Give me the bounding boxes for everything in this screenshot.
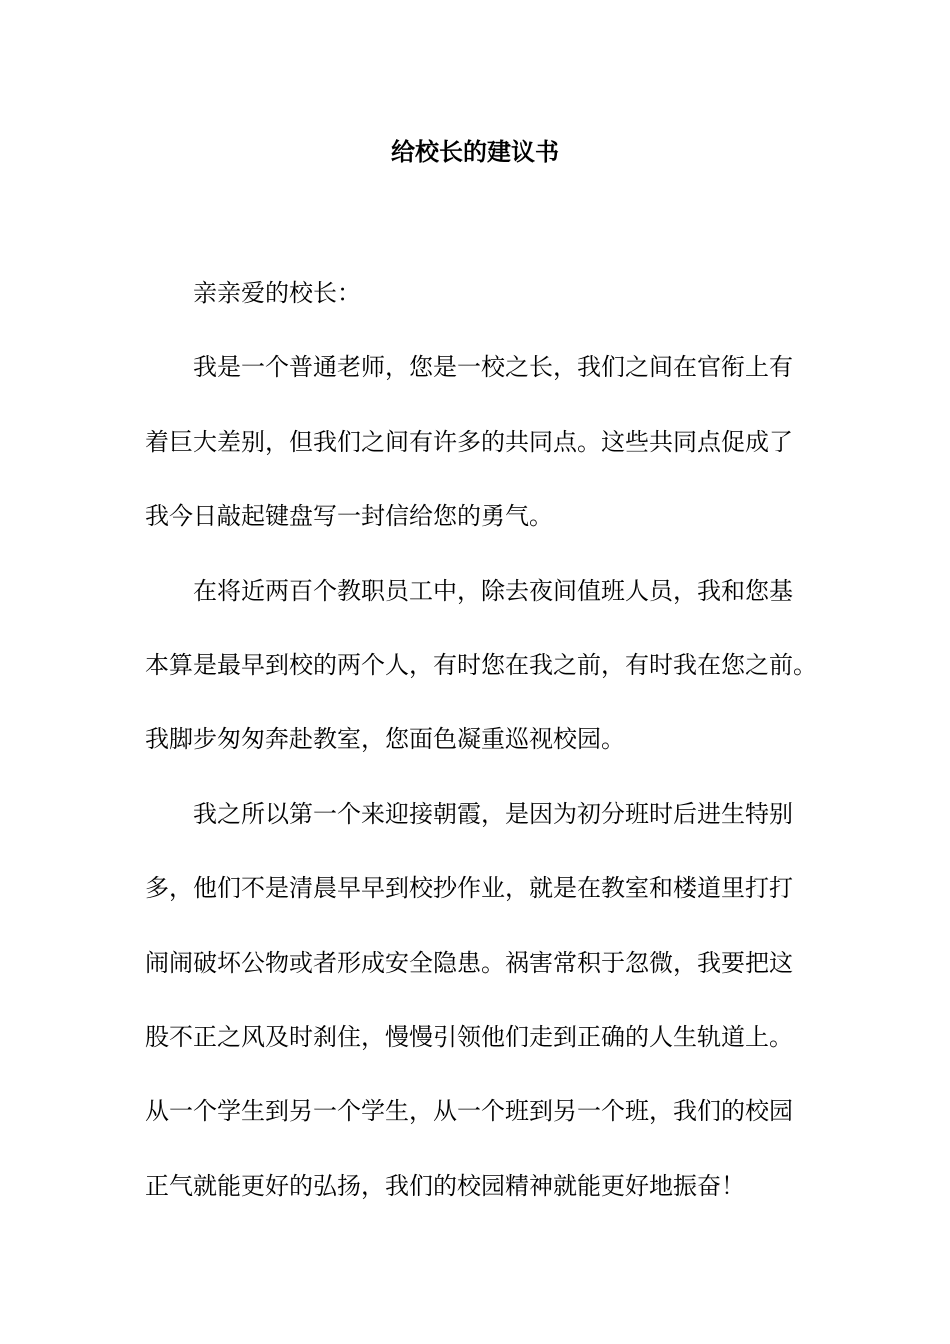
paragraph-line: 闹闹破坏公物或者形成安全隐患。祸害常积于忽微，我要把这 — [145, 948, 793, 977]
paragraph-2 — [145, 554, 825, 777]
paragraph-1 — [145, 330, 825, 553]
paragraph-line: 正气就能更好的弘扬，我们的校园精神就能更好地振奋！ — [145, 1171, 745, 1200]
paragraph-line: 在将近两百个教职员工中，除去夜间值班人员，我和您基 — [193, 576, 793, 605]
paragraph-line: 从一个学生到另一个学生，从一个班到另一个班，我们的校园 — [145, 1097, 793, 1126]
paragraph-line: 我脚步匆匆奔赴教室，您面色凝重巡视校园。 — [145, 725, 625, 754]
paragraph-3 — [145, 777, 825, 1223]
paragraph-line: 本算是最早到校的两个人，有时您在我之前，有时我在您之前。 — [145, 651, 817, 680]
paragraph-line: 我今日敲起键盘写一封信给您的勇气。 — [145, 502, 553, 531]
paragraph-line: 股不正之风及时刹住，慢慢引领他们走到正确的人生轨道上。 — [145, 1023, 793, 1052]
document-title: 给校长的建议书 — [391, 137, 559, 166]
salutation: 亲亲爱的校长： — [193, 279, 361, 307]
letter-body — [145, 256, 825, 1223]
paragraph-line: 我是一个普通老师，您是一校之长，我们之间在官衔上有 — [193, 353, 793, 382]
paragraph-line: 着巨大差别，但我们之间有许多的共同点。这些共同点促成了 — [145, 427, 793, 456]
paragraph-line: 我之所以第一个来迎接朝霞，是因为初分班时后进生特别 — [193, 799, 793, 828]
paragraph-line: 多，他们不是清晨早早到校抄作业，就是在教室和楼道里打打 — [145, 874, 793, 903]
